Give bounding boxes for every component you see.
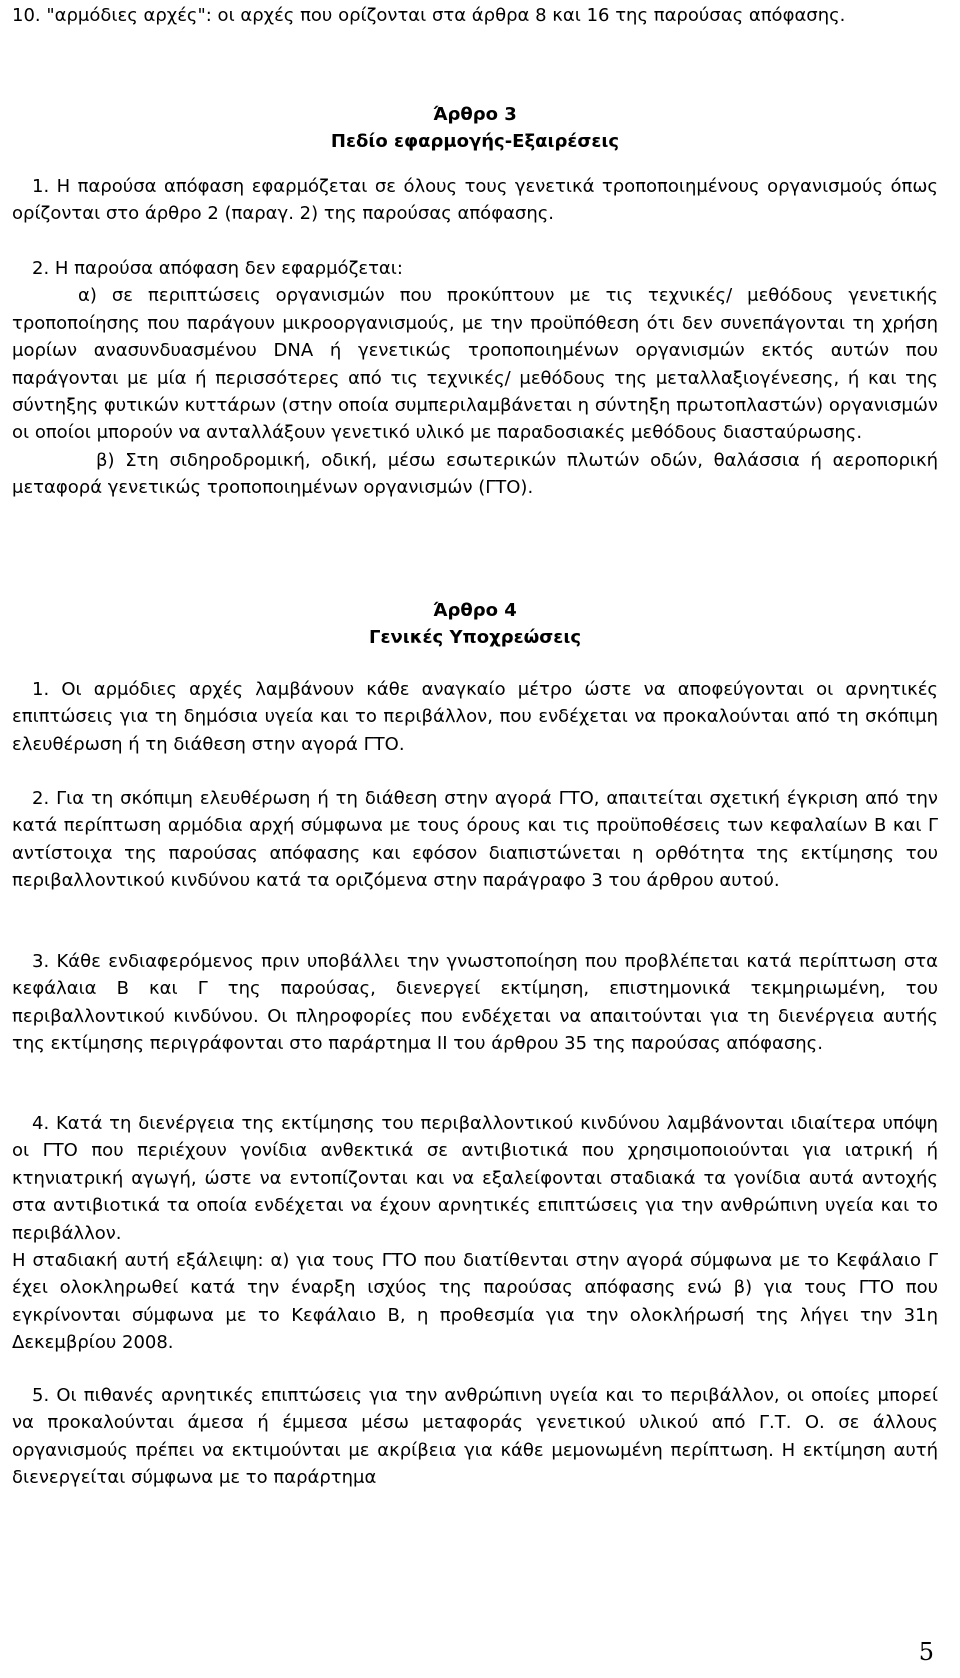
article-4-paragraph-2 [12, 785, 938, 895]
paragraph-item-b: β) Στη σιδηροδρομική, οδική, μέσω εσωτερικών πλωτών οδών, θαλάσσια ή αεροπορική μεταφορά γενετικώς τροποποιημένων οργανισμών (ΓΤΟ). [12, 449, 938, 499]
paragraph-text: 2. Για τη σκόπιμη ελευθέρωση ή τη διάθεση στην αγορά ΓΤΟ, απαιτείται σχετική έγκριση από την κατά περίπτωση αρμόδια αρχή σύμφωνα με τους όρους και τις προϋποθέσεις των κεφαλαίων Β και Γ αντίστοιχα της παρούσας απόφασης και εφόσον διαπιστώνεται η ορθότητα της εκτίμησης του περιβαλλοντικού κινδύνου κατά τα οριζόμενα στην παράγραφο 3 του άρθρου αυτού. [12, 788, 938, 892]
article-3-heading [12, 101, 938, 156]
definition-text: 10. "αρμόδιες αρχές": οι αρχές που ορίζονται στα άρθρα 8 και 16 της παρούσας απόφασης. [12, 5, 846, 26]
article-3-number: Άρθρο 3 [433, 104, 517, 125]
article-3-paragraph-1 [12, 173, 938, 228]
paragraph-item-a: α) σε περιπτώσεις οργανισμών που προκύπτουν με τις τεχνικές/ μεθόδους γενετικής τροποποίησης που παράγουν μικροοργανισμούς, με την προϋπόθεση ότι δεν συνεπάγονται τη χρήση μορίων ανασυνδυασμένου DNA ή γενετικώς τροποποιημένων οργανισμών εκτός αυτών που παράγονται με μία ή περισσότερες από τις τεχνικές/ μεθόδους της μεταλλαξιογένεσης, ή και της σύντηξης φυτικών κυττάρων (στην οποία συμπεριλαμβάνεται η σύντηξη πρωτοπλαστών) οργανισμών οι οποίοι μπορούν να ανταλλάξουν γενετικό υλικό με παραδοσιακές μεθόδους διασταύρωσης. [12, 285, 938, 444]
paragraph-text: 1. Οι αρμόδιες αρχές λαμβάνουν κάθε αναγκαίο μέτρο ώστε να αποφεύγονται οι αρνητικές επιπτώσεις για τη δημόσια υγεία και το περιβάλλον, που ενδέχεται να προκαλούνται από τη σκόπιμη ελευθέρωση ή τη διάθεση στην αγορά ΓΤΟ. [12, 679, 938, 755]
article-4-paragraph-1 [12, 676, 938, 758]
article-4-heading [12, 597, 938, 652]
paragraph-text: 4. Κατά τη διενέργεια της εκτίμησης του περιβαλλοντικού κινδύνου λαμβάνονται ιδιαίτερα υπόψη οι ΓΤΟ που περιέχουν γονίδια ανθεκτικά σε αντιβιοτικά που χρησιμοποιούνται για ιατρική ή κτηνιατρική αγωγή, ώστε να εντοπίζονται και να εξαλείφονται σταδιακά τα γονίδια αυτά αντοχής στα αντιβιοτικά τα οποία ενδέχεται να έχουν αρνητικές επιπτώσεις για την ανθρώπινη υγεία και το περιβάλλον. [12, 1113, 938, 1244]
article-4-number: Άρθρο 4 [433, 600, 517, 621]
article-4-title: Γενικές Υποχρεώσεις [368, 627, 582, 649]
paragraph-text: 3. Κάθε ενδιαφερόμενος πριν υποβάλλει την γνωστοποίηση που προβλέπεται κατά περίπτωση στα κεφάλαια Β και Γ της παρούσας, διενεργεί εκτίμηση, επιστημονικά τεκμηριωμένη, του περιβαλλοντικού κινδύνου. Οι πληροφορίες που ενδέχεται να απαιτούνται για τη διενέργεια αυτής της εκτίμησης περιγράφονται στο παράρτημα II του άρθρου 35 της παρούσας απόφασης. [12, 951, 938, 1055]
article-4-paragraph-3 [12, 948, 938, 1058]
definition-item-10 [12, 2, 938, 29]
paragraph-intro: 2. Η παρούσα απόφαση δεν εφαρμόζεται: [32, 258, 403, 279]
article-3-paragraph-2 [12, 255, 938, 502]
article-4-paragraph-4 [12, 1110, 938, 1357]
paragraph-text: 5. Οι πιθανές αρνητικές επιπτώσεις για την ανθρώπινη υγεία και το περιβάλλον, οι οποίες μπορεί να προκαλούνται άμεσα ή έμμεσα μέσω μεταφοράς γενετικού υλικού από Γ.Τ. Ο. σε άλλους οργανισμούς πρέπει να εκτιμούνται με ακρίβεια για κάθε μεμονωμένη περίπτωση. Η εκτίμηση αυτή διενεργείται σύμφωνα με το παράρτημα [12, 1385, 938, 1489]
page-number: 5 [918, 1638, 934, 1666]
paragraph-continuation: Η σταδιακή αυτή εξάλειψη: α) για τους ΓΤΟ που διατίθενται στην αγορά σύμφωνα με το Κεφάλαιο Γ έχει ολοκληρωθεί κατά την έναρξη ισχύος της παρούσας απόφασης ενώ β) για τους ΓΤΟ που εγκρίνονται σύμφωνα με το Κεφάλαιο Β, η προθεσμία για την ολοκλήρωσή της λήγει την 31η Δεκεμβρίου 2008. [12, 1250, 938, 1354]
article-3-title: Πεδίο εφαρμογής-Εξαιρέσεις [330, 131, 620, 153]
paragraph-text: 1. Η παρούσα απόφαση εφαρμόζεται σε όλους τους γενετικά τροποποιημένους οργανισμούς όπως ορίζονται στο άρθρο 2 (παραγ. 2) της παρούσας απόφασης. [12, 176, 938, 225]
article-4-paragraph-5 [12, 1382, 938, 1492]
